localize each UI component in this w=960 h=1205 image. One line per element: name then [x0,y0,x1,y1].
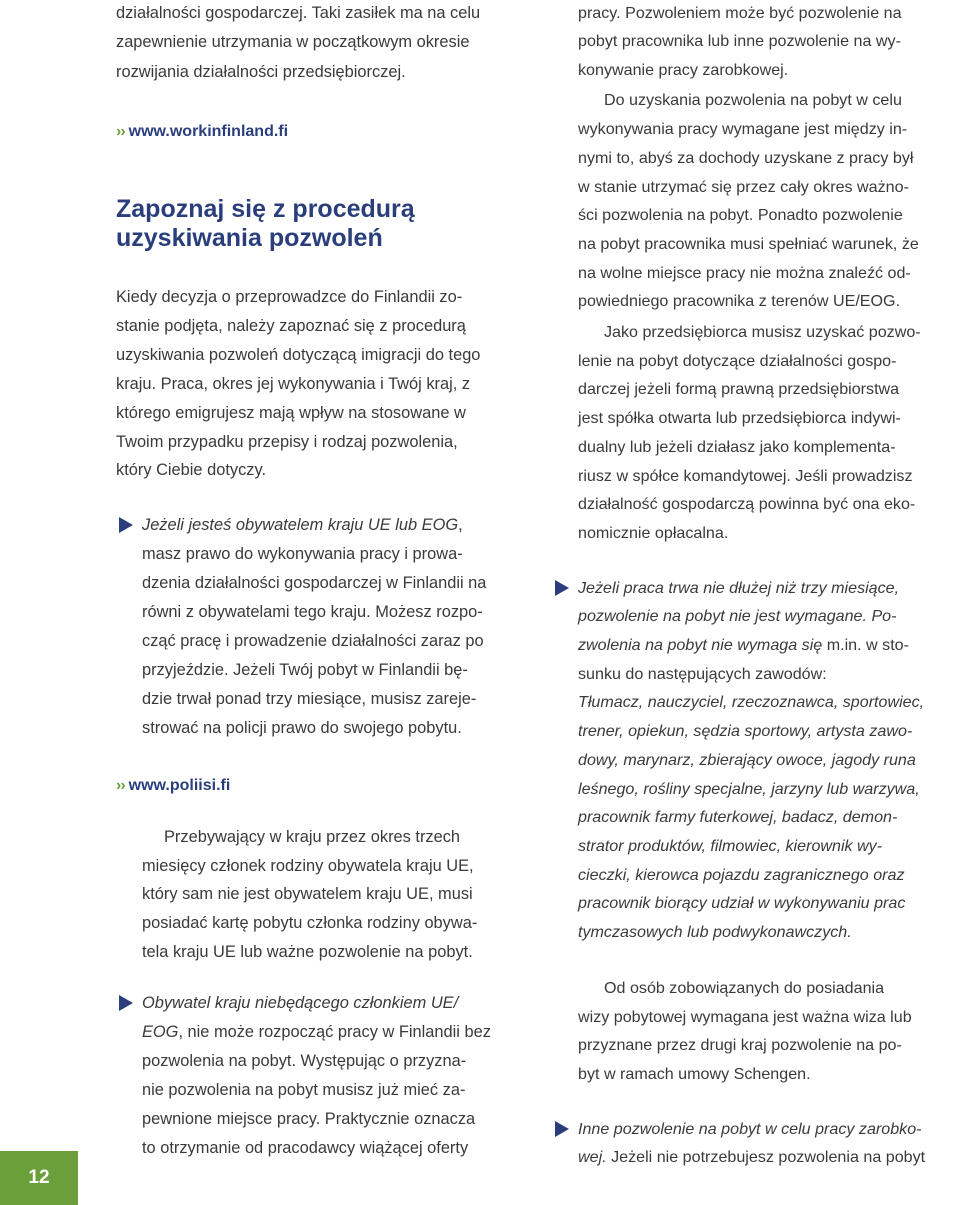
intro-paragraph [116,0,526,87]
text-line: równi z obywatelami tego kraju. Możesz rozpo- [142,603,483,622]
text-line: kraju. Praca, okres jej wykonywania i Twój kraj, z [116,374,471,393]
schengen-paragraph [578,974,960,1089]
text-line: dualny lub jeżeli działasz jako komplementa- [578,437,896,456]
text-line: wizy pobytowej wymagana jest ważna wiza lub [578,1007,912,1026]
text-line: riusz w spółce komandytowej. Jeśli prowadzisz [578,466,913,485]
text-line: uzyskiwania pozwoleń dotyczącą imigracji do tego [116,345,481,364]
section-heading [116,195,526,253]
text-line: Twoim przypadku przepisy i rodzaj pozwolenia, [116,432,458,451]
text-line: Kiedy decyzja o przeprowadzce do Finlandii zo- [116,288,463,306]
text-line: zapewnienie utrzymania w początkowym okresie [116,33,470,51]
text-line: jest spółka otwarta lub przedsiębiorca indywi- [578,409,901,428]
text-line: Jeżeli jesteś obywatelem kraju UE lub EOG, [142,516,463,535]
text-line: w stanie utrzymać się przez cały okres ważno- [578,177,909,196]
heading-line: Zapoznaj się z procedurą [116,195,415,223]
text-line: działalność gospodarczą powinna być ona eko- [578,495,916,514]
text-line: tela kraju UE lub ważne pozwolenie na pobyt. [142,943,473,962]
text-line: pewnione miejsce pracy. Praktycznie oznacza [142,1109,476,1128]
work-permit-paragraph [578,0,960,84]
triangle-bullet-icon [555,580,569,596]
text-line: pozwolenie na pobyt nie jest wymagane. Po- [578,607,897,626]
text-line: który sam nie jest obywatelem kraju UE, musi [142,885,473,904]
link-text: www.workinfinland.fi [128,123,289,140]
page-number-badge [0,1151,78,1205]
text-line: dzie trwał ponad trzy miesiące, musisz zareje- [142,689,477,708]
text-line: nymi to, abyś za dochody uzyskane z pracy był [578,148,914,167]
entrepreneur-paragraph [578,318,960,548]
text-line: wykonywania pracy wymagane jest między in- [578,120,908,139]
text-line: sunku do następujących zawodów: [578,664,827,683]
text-line: trener, opiekun, sędzia sportowy, artysta zawo- [578,722,913,741]
poliisi-link[interactable] [116,775,526,797]
link-text: www.poliisi.fi [128,776,231,794]
text-line: dzenia działalności gospodarczej w Finlandii na [142,574,487,593]
text-line: ści pozwolenia na pobyt. Ponadto pozwolenie [578,206,903,225]
text-line: Tłumacz, nauczyciel, rzeczoznawca, sportowiec, [578,693,925,712]
triangle-bullet-icon [119,517,133,533]
text-line: pracy. Pozwoleniem może być pozwolenie na [578,4,902,22]
text-line: cieczki, kierowca pojazdu zagranicznego oraz [578,865,905,884]
page-number: 12 [28,1167,50,1188]
chevron-right-icon: ›› [116,776,125,794]
text-line: pozwolenia na pobyt. Występując o przyzna- [142,1051,467,1070]
text-line: Przebywający w kraju przez okres trzech [164,827,461,846]
triangle-bullet-icon [555,1121,569,1137]
text-line: pracownik biorący udział w wykonywaniu prac [578,894,906,913]
text-line: lenie na pobyt dotyczące działalności gospo- [578,351,897,370]
text-line: to otrzymanie od pracodawcy wiążącej oferty [142,1138,469,1157]
heading-line: uzyskiwania pozwoleń [116,224,383,252]
text-line: przyjeździe. Jeżeli Twój pobyt w Finlandii bę- [142,660,468,679]
text-line: wej. Jeżeli nie potrzebujesz pozwolenia na pobyt [578,1148,926,1167]
left-column [116,0,526,1163]
text-line: pracownik farmy futerkowej, badacz, demon- [578,808,898,827]
text-line: strator produktów, filmowiec, kierownik wy- [578,836,883,855]
text-line: zwolenia na pobyt nie wymaga się m.in. w sto- [578,636,909,655]
other-permit-bullet [578,1115,960,1172]
text-line: rozwijania działalności przedsiębiorczej. [116,63,406,81]
text-line: nie pozwolenia na pobyt musisz już mieć za- [142,1080,466,1099]
text-line: Jeżeli praca trwa nie dłużej niż trzy miesiące, [578,578,900,597]
text-line: na wolne miejsce pracy nie można znaleźć od- [578,263,911,282]
text-line: przyznane przez drugi kraj pozwolenie na po- [578,1036,902,1055]
text-line: miesięcy członek rodziny obywatela kraju UE, [142,856,474,875]
text-line: EOG, nie może rozpocząć pracy w Finlandii bez [142,1023,491,1042]
text-line: konywanie pracy zarobkowej. [578,60,789,79]
text-line: Obywatel kraju niebędącego członkiem UE/ [142,994,459,1013]
text-line: byt w ramach umowy Schengen. [578,1064,811,1083]
text-line: cząć pracę i prowadzenie działalności zaraz po [142,631,484,650]
text-line: powiedniego pracownika z terenów UE/EOG. [578,292,901,311]
text-line: pobyt pracownika lub inne pozwolenie na wy- [578,32,901,50]
text-line: leśnego, rośliny specjalne, jarzyny lub warzywa, [578,779,920,798]
text-line: dowy, marynarz, zbierający owoce, jagody runa [578,750,916,769]
text-line: masz prawo do wykonywania pracy i prowa- [142,545,463,564]
intro-procedure-paragraph [116,283,526,485]
family-member-paragraph [116,823,526,968]
text-line: Do uzyskania pozwolenia na pobyt w celu [604,91,902,110]
text-line: działalności gospodarczej. Taki zasiłek ma na celu [116,4,481,22]
text-line: strować na policji prawo do swojego pobytu. [142,718,462,737]
right-column [578,0,960,1172]
eu-citizen-bullet [116,511,526,742]
text-line: posiadać kartę pobytu członka rodziny obywa- [142,914,478,933]
text-line: którego emigrujesz mają wpływ na stosowane w [116,403,466,422]
text-line: Od osób zobowiązanych do posiadania [604,978,885,997]
text-line: tymczasowych lub podwykonawczych. [578,923,852,942]
workinfinland-link[interactable] [116,121,526,143]
requirements-paragraph [578,86,960,316]
short-term-work-bullet [578,574,960,947]
text-line: który Ciebie dotyczy. [116,461,266,480]
non-eu-citizen-bullet [116,989,526,1162]
chevron-right-icon: ›› [116,123,125,140]
text-line: nomicznie opłacalna. [578,523,729,542]
triangle-bullet-icon [119,995,133,1011]
text-line: Jako przedsiębiorca musisz uzyskać pozwo- [604,323,921,342]
text-line: na pobyt pracownika musi spełniać warunek, że [578,234,919,253]
text-line: Inne pozwolenie na pobyt w celu pracy zarobko- [578,1119,922,1138]
text-line: darczej jeżeli formą prawną przedsiębiorstwa [578,380,900,399]
text-line: stanie podjęta, należy zapoznać się z procedurą [116,316,466,335]
